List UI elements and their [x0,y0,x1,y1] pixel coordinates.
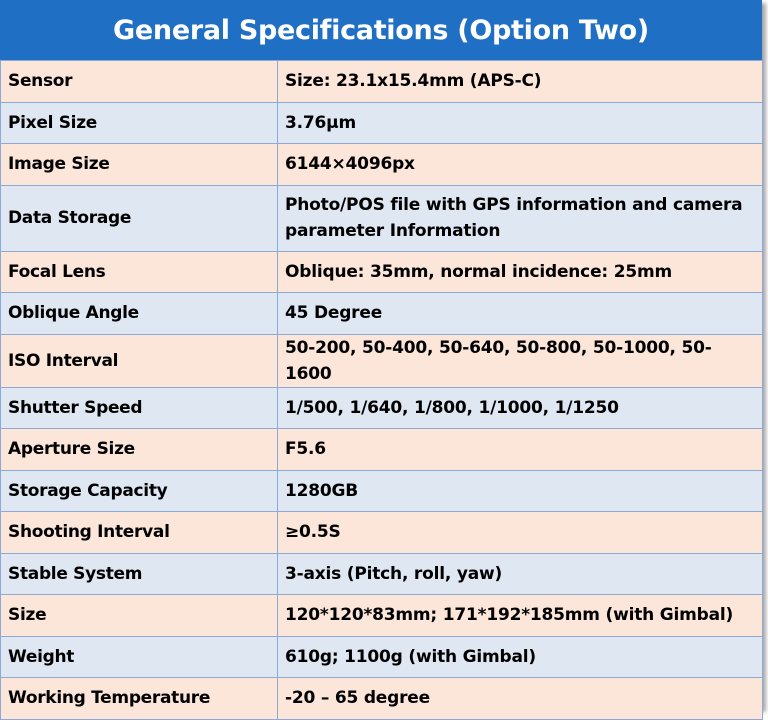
spec-value: Photo/POS file with GPS information and camera parameter Information [278,185,763,251]
spec-value: 50-200, 50-400, 50-640, 50-800, 50-1000, 50-1600 [278,334,763,387]
spec-value: -20 – 65 degree [278,678,763,720]
spec-row-pixel-size [1,102,763,144]
spec-value: 1/500, 1/640, 1/800, 1/1000, 1/1250 [278,387,763,429]
spec-row-weight [1,636,763,678]
spec-row-shutter-speed [1,387,763,429]
spec-label: Aperture Size [1,429,278,471]
spec-label: Pixel Size [1,102,278,144]
spec-row-shooting-interval [1,512,763,554]
spec-row-storage-capacity [1,470,763,512]
spec-label: Weight [1,636,278,678]
spec-row-size [1,595,763,637]
spec-value: 45 Degree [278,293,763,335]
spec-value: Size: 23.1x15.4mm (APS-C) [278,61,763,103]
spec-label: Sensor [1,61,278,103]
spec-value: 610g; 1100g (with Gimbal) [278,636,763,678]
spec-label: Shutter Speed [1,387,278,429]
spec-row-stable-system [1,553,763,595]
spec-row-focal-lens [1,251,763,293]
spec-label: Oblique Angle [1,293,278,335]
spec-label: Shooting Interval [1,512,278,554]
spec-row-working-temperature [1,678,763,720]
spec-table-title: General Specifications (Option Two) [0,0,762,60]
spec-row-data-storage [1,185,763,251]
spec-label: Focal Lens [1,251,278,293]
spec-label: Data Storage [1,185,278,251]
spec-value: 1280GB [278,470,763,512]
spec-label: ISO Interval [1,334,278,387]
spec-label: Storage Capacity [1,470,278,512]
spec-label: Image Size [1,144,278,186]
spec-row-aperture-size [1,429,763,471]
spec-value: 3-axis (Pitch, roll, yaw) [278,553,763,595]
spec-row-iso-interval [1,334,763,387]
spec-value: F5.6 [278,429,763,471]
spec-value: 120*120*83mm; 171*192*185mm (with Gimbal) [278,595,763,637]
spec-value: 6144×4096px [278,144,763,186]
spec-row-oblique-angle [1,293,763,335]
spec-value: ≥0.5S [278,512,763,554]
spec-label: Size [1,595,278,637]
spec-row-image-size [1,144,763,186]
spec-value: 3.76μm [278,102,763,144]
spec-value: Oblique: 35mm, normal incidence: 25mm [278,251,763,293]
spec-row-sensor [1,61,763,103]
spec-label: Stable System [1,553,278,595]
spec-table [0,60,763,720]
spec-label: Working Temperature [1,678,278,720]
